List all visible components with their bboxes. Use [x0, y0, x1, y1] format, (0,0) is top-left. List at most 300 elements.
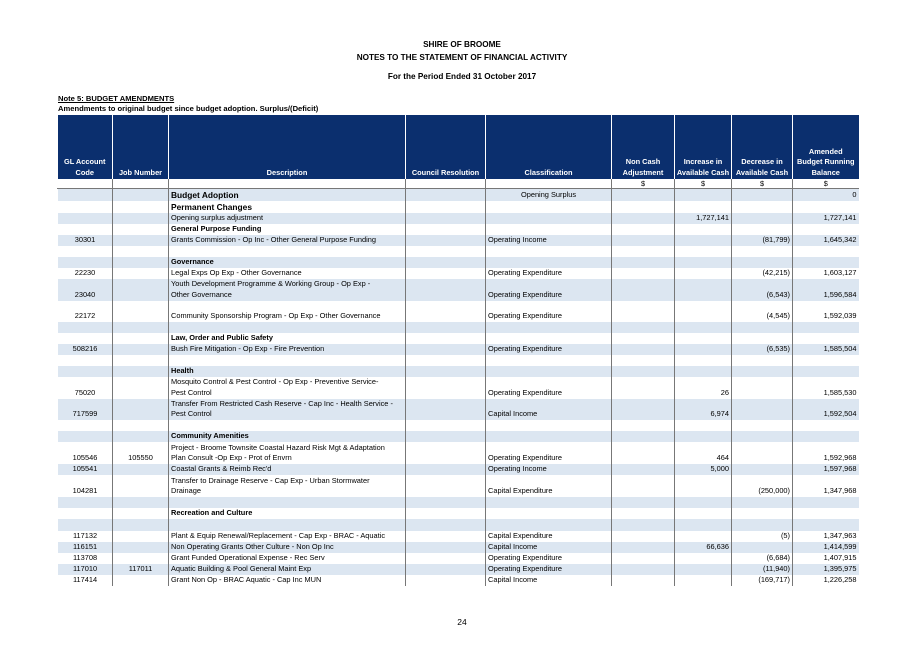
balance-cell	[793, 431, 859, 442]
increase-cell	[675, 344, 732, 355]
balance-cell: 1,347,968	[793, 475, 859, 497]
non-cash-cell	[612, 553, 675, 564]
description-cell: Legal Exps Op Exp - Other Governance	[169, 268, 406, 279]
council-resolution-cell	[406, 279, 486, 301]
table-row	[58, 564, 859, 575]
job-number-cell: 117011	[113, 564, 169, 575]
col-council-resolution: Council Resolution	[406, 115, 486, 179]
description-cell: Plant & Equip Renewal/Replacement - Cap Exp - BRAC - Aquatic	[169, 531, 406, 542]
council-resolution-cell	[406, 213, 486, 224]
increase-cell: 6,974	[675, 399, 732, 420]
table-row	[58, 508, 859, 519]
decrease-cell: (11,940)	[732, 564, 793, 575]
council-resolution-cell	[406, 531, 486, 542]
table-row	[58, 475, 859, 497]
description-cell: Bush Fire Mitigation - Op Exp - Fire Prevention	[169, 344, 406, 355]
description-cell: Youth Development Programme & Working Group - Op Exp - Other Governance	[169, 279, 406, 301]
council-resolution-cell	[406, 333, 486, 344]
decrease-cell: (6,543)	[732, 279, 793, 301]
table-row	[58, 257, 859, 268]
note-subtitle: Amendments to original budget since budget adoption. Surplus/(Deficit)	[58, 104, 319, 113]
council-resolution-cell	[406, 442, 486, 464]
gl-code-cell	[58, 431, 113, 442]
increase-cell	[675, 553, 732, 564]
gl-code-cell: 117010	[58, 564, 113, 575]
classification-cell	[486, 420, 612, 431]
decrease-cell	[732, 377, 793, 399]
council-resolution-cell	[406, 475, 486, 497]
classification-cell: Operating Expenditure	[486, 377, 612, 399]
unit-non-cash: $	[612, 179, 675, 189]
increase-cell	[675, 497, 732, 508]
increase-cell	[675, 366, 732, 377]
council-resolution-cell	[406, 189, 486, 201]
table-row	[58, 464, 859, 475]
classification-cell	[486, 366, 612, 377]
job-number-cell	[113, 431, 169, 442]
table-row	[58, 224, 859, 235]
table-row	[58, 322, 859, 333]
council-resolution-cell	[406, 564, 486, 575]
table-row	[58, 201, 859, 213]
table-row	[58, 519, 859, 531]
description-cell: Transfer to Drainage Reserve - Cap Exp - Urban Stormwater Drainage	[169, 475, 406, 497]
job-number-cell	[113, 464, 169, 475]
council-resolution-cell	[406, 508, 486, 519]
non-cash-cell	[612, 531, 675, 542]
description-cell: Grant Non Op - BRAC Aquatic - Cap Inc MUN	[169, 575, 406, 586]
job-number-cell	[113, 475, 169, 497]
classification-cell	[486, 508, 612, 519]
balance-cell: 1,407,915	[793, 553, 859, 564]
table-row	[58, 431, 859, 442]
page-number: 24	[457, 617, 467, 627]
balance-cell	[793, 508, 859, 519]
non-cash-cell	[612, 519, 675, 531]
job-number-cell	[113, 301, 169, 322]
job-number-cell	[113, 344, 169, 355]
classification-cell: Operating Expenditure	[486, 279, 612, 301]
gl-code-cell	[58, 508, 113, 519]
description-cell	[169, 497, 406, 508]
balance-cell: 1,603,127	[793, 268, 859, 279]
balance-cell: 1,395,975	[793, 564, 859, 575]
council-resolution-cell	[406, 355, 486, 366]
table-row	[58, 246, 859, 257]
report-period: For the Period Ended 31 October 2017	[387, 72, 537, 81]
council-resolution-cell	[406, 464, 486, 475]
balance-cell: 1,592,968	[793, 442, 859, 464]
council-resolution-cell	[406, 201, 486, 213]
increase-cell: 66,636	[675, 542, 732, 553]
increase-cell	[675, 322, 732, 333]
classification-cell: Operating Expenditure	[486, 442, 612, 464]
increase-cell: 1,727,141	[675, 213, 732, 224]
council-resolution-cell	[406, 542, 486, 553]
decrease-cell: (169,717)	[732, 575, 793, 586]
non-cash-cell	[612, 431, 675, 442]
col-amended: Amended Budget Running Balance	[793, 115, 859, 179]
balance-cell: 1,585,530	[793, 377, 859, 399]
decrease-cell	[732, 519, 793, 531]
increase-cell	[675, 235, 732, 246]
gl-code-cell	[58, 224, 113, 235]
description-cell: Budget Adoption	[169, 189, 406, 201]
non-cash-cell	[612, 344, 675, 355]
description-cell: Community Amenities	[169, 431, 406, 442]
gl-code-cell	[58, 497, 113, 508]
non-cash-cell	[612, 564, 675, 575]
gl-code-cell: 105546	[58, 442, 113, 464]
classification-cell	[486, 246, 612, 257]
increase-cell: 464	[675, 442, 732, 464]
gl-code-cell	[58, 420, 113, 431]
council-resolution-cell	[406, 224, 486, 235]
decrease-cell	[732, 399, 793, 420]
job-number-cell	[113, 246, 169, 257]
col-decrease: Decrease in Available Cash	[732, 115, 793, 179]
decrease-cell	[732, 497, 793, 508]
increase-cell	[675, 279, 732, 301]
balance-cell	[793, 257, 859, 268]
classification-cell: Capital Income	[486, 399, 612, 420]
balance-cell: 1,597,968	[793, 464, 859, 475]
gl-code-cell	[58, 257, 113, 268]
council-resolution-cell	[406, 235, 486, 246]
decrease-cell	[732, 366, 793, 377]
gl-code-cell: 717599	[58, 399, 113, 420]
description-cell: Mosquito Control & Pest Control - Op Exp - Preventive Service- Pest Control	[169, 377, 406, 399]
balance-cell	[793, 333, 859, 344]
table-row	[58, 553, 859, 564]
job-number-cell	[113, 553, 169, 564]
classification-cell: Capital Expenditure	[486, 531, 612, 542]
balance-cell: 0	[793, 189, 859, 201]
decrease-cell	[732, 257, 793, 268]
non-cash-cell	[612, 224, 675, 235]
job-number-cell	[113, 542, 169, 553]
decrease-cell: (81,799)	[732, 235, 793, 246]
job-number-cell	[113, 355, 169, 366]
job-number-cell	[113, 279, 169, 301]
classification-cell: Operating Income	[486, 464, 612, 475]
col-increase: Increase in Available Cash	[675, 115, 732, 179]
description-cell	[169, 420, 406, 431]
increase-cell: 5,000	[675, 464, 732, 475]
decrease-cell	[732, 420, 793, 431]
council-resolution-cell	[406, 366, 486, 377]
council-resolution-cell	[406, 322, 486, 333]
increase-cell	[675, 246, 732, 257]
balance-cell: 1,592,039	[793, 301, 859, 322]
council-resolution-cell	[406, 431, 486, 442]
increase-cell	[675, 189, 732, 201]
description-cell: Coastal Grants & Reimb Rec'd	[169, 464, 406, 475]
job-number-cell	[113, 268, 169, 279]
decrease-cell: (42,215)	[732, 268, 793, 279]
balance-cell	[793, 420, 859, 431]
non-cash-cell	[612, 246, 675, 257]
description-cell: Grants Commission - Op Inc - Other General Purpose Funding	[169, 235, 406, 246]
table-row	[58, 442, 859, 464]
job-number-cell	[113, 399, 169, 420]
classification-cell: Capital Expenditure	[486, 475, 612, 497]
classification-cell: Operating Expenditure	[486, 564, 612, 575]
gl-code-cell	[58, 246, 113, 257]
table-row	[58, 575, 859, 586]
decrease-cell: (6,535)	[732, 344, 793, 355]
balance-cell: 1,414,599	[793, 542, 859, 553]
description-cell	[169, 246, 406, 257]
balance-cell	[793, 366, 859, 377]
balance-cell	[793, 497, 859, 508]
classification-cell	[486, 431, 612, 442]
gl-code-cell: 23040	[58, 279, 113, 301]
decrease-cell	[732, 333, 793, 344]
classification-cell	[486, 213, 612, 224]
classification-cell	[486, 201, 612, 213]
table-header	[58, 115, 859, 179]
gl-code-cell	[58, 213, 113, 224]
council-resolution-cell	[406, 301, 486, 322]
description-cell: Governance	[169, 257, 406, 268]
classification-cell: Operating Expenditure	[486, 301, 612, 322]
increase-cell	[675, 268, 732, 279]
non-cash-cell	[612, 322, 675, 333]
gl-code-cell	[58, 333, 113, 344]
classification-cell: Capital Income	[486, 575, 612, 586]
table-row	[58, 377, 859, 399]
increase-cell	[675, 519, 732, 531]
description-cell	[169, 519, 406, 531]
council-resolution-cell	[406, 246, 486, 257]
decrease-cell	[732, 322, 793, 333]
job-number-cell: 105550	[113, 442, 169, 464]
table-row	[58, 497, 859, 508]
gl-code-cell: 117414	[58, 575, 113, 586]
council-resolution-cell	[406, 497, 486, 508]
table-row	[58, 279, 859, 301]
increase-cell	[675, 224, 732, 235]
classification-cell	[486, 355, 612, 366]
col-description: Description	[169, 115, 406, 179]
gl-code-cell	[58, 201, 113, 213]
non-cash-cell	[612, 201, 675, 213]
job-number-cell	[113, 333, 169, 344]
table-row	[58, 531, 859, 542]
gl-code-cell: 508216	[58, 344, 113, 355]
gl-code-cell: 104281	[58, 475, 113, 497]
description-cell: Transfer From Restricted Cash Reserve - Cap Inc - Health Service - Pest Control	[169, 399, 406, 420]
job-number-cell	[113, 508, 169, 519]
non-cash-cell	[612, 189, 675, 201]
gl-code-cell	[58, 519, 113, 531]
non-cash-cell	[612, 475, 675, 497]
balance-cell	[793, 355, 859, 366]
table-row	[58, 399, 859, 420]
increase-cell	[675, 333, 732, 344]
job-number-cell	[113, 224, 169, 235]
job-number-cell	[113, 531, 169, 542]
unit-amended: $	[793, 179, 859, 189]
description-cell: Law, Order and Public Safety	[169, 333, 406, 344]
increase-cell	[675, 420, 732, 431]
increase-cell	[675, 301, 732, 322]
council-resolution-cell	[406, 344, 486, 355]
description-cell: Project - Broome Townsite Coastal Hazard Risk Mgt & Adaptation Plan Consult -Op Exp - Prot of Envrn	[169, 442, 406, 464]
balance-cell: 1,585,504	[793, 344, 859, 355]
balance-cell	[793, 519, 859, 531]
table-row	[58, 301, 859, 322]
balance-cell: 1,727,141	[793, 213, 859, 224]
col-classification: Classification	[486, 115, 612, 179]
description-cell	[169, 322, 406, 333]
non-cash-cell	[612, 420, 675, 431]
balance-cell: 1,645,342	[793, 235, 859, 246]
council-resolution-cell	[406, 519, 486, 531]
budget-amendments-table	[57, 115, 859, 586]
classification-cell	[486, 224, 612, 235]
non-cash-cell	[612, 497, 675, 508]
balance-cell	[793, 224, 859, 235]
note-title: Note 5: BUDGET AMENDMENTS	[58, 94, 175, 103]
gl-code-cell: 75020	[58, 377, 113, 399]
units-row	[58, 179, 859, 189]
decrease-cell	[732, 246, 793, 257]
gl-code-cell: 30301	[58, 235, 113, 246]
non-cash-cell	[612, 464, 675, 475]
decrease-cell	[732, 213, 793, 224]
description-cell: Aquatic Building & Pool General Maint Exp	[169, 564, 406, 575]
job-number-cell	[113, 366, 169, 377]
decrease-cell	[732, 355, 793, 366]
decrease-cell: (5)	[732, 531, 793, 542]
classification-cell: Capital Income	[486, 542, 612, 553]
council-resolution-cell	[406, 420, 486, 431]
decrease-cell	[732, 431, 793, 442]
gl-code-cell: 117132	[58, 531, 113, 542]
decrease-cell	[732, 224, 793, 235]
table-row	[58, 189, 859, 201]
council-resolution-cell	[406, 257, 486, 268]
job-number-cell	[113, 377, 169, 399]
non-cash-cell	[612, 442, 675, 464]
non-cash-cell	[612, 508, 675, 519]
job-number-cell	[113, 235, 169, 246]
gl-code-cell: 22230	[58, 268, 113, 279]
council-resolution-cell	[406, 575, 486, 586]
job-number-cell	[113, 322, 169, 333]
table-row	[58, 366, 859, 377]
non-cash-cell	[612, 235, 675, 246]
non-cash-cell	[612, 333, 675, 344]
gl-code-cell: 113708	[58, 553, 113, 564]
classification-cell: Operating Expenditure	[486, 268, 612, 279]
col-non-cash: Non Cash Adjustment	[612, 115, 675, 179]
increase-cell	[675, 531, 732, 542]
table-row	[58, 235, 859, 246]
gl-code-cell	[58, 189, 113, 201]
org-name: SHIRE OF BROOME	[423, 40, 501, 49]
non-cash-cell	[612, 366, 675, 377]
job-number-cell	[113, 519, 169, 531]
description-cell: Grant Funded Operational Expense - Rec Serv	[169, 553, 406, 564]
unit-decrease: $	[732, 179, 793, 189]
balance-cell: 1,596,584	[793, 279, 859, 301]
table-row	[58, 213, 859, 224]
job-number-cell	[113, 575, 169, 586]
increase-cell	[675, 508, 732, 519]
gl-code-cell: 116151	[58, 542, 113, 553]
table-row	[58, 420, 859, 431]
decrease-cell	[732, 201, 793, 213]
col-job-number: Job Number	[113, 115, 169, 179]
description-cell: General Purpose Funding	[169, 224, 406, 235]
balance-cell: 1,226,258	[793, 575, 859, 586]
decrease-cell: (6,684)	[732, 553, 793, 564]
decrease-cell	[732, 542, 793, 553]
council-resolution-cell	[406, 553, 486, 564]
decrease-cell	[732, 442, 793, 464]
job-number-cell	[113, 257, 169, 268]
classification-cell	[486, 497, 612, 508]
description-cell: Non Operating Grants Other Culture - Non Op Inc	[169, 542, 406, 553]
col-gl-account: GL Account Code	[58, 115, 113, 179]
council-resolution-cell	[406, 268, 486, 279]
classification-cell	[486, 333, 612, 344]
council-resolution-cell	[406, 399, 486, 420]
job-number-cell	[113, 420, 169, 431]
classification-cell: Operating Income	[486, 235, 612, 246]
balance-cell	[793, 322, 859, 333]
non-cash-cell	[612, 268, 675, 279]
non-cash-cell	[612, 355, 675, 366]
increase-cell	[675, 257, 732, 268]
report-title: NOTES TO THE STATEMENT OF FINANCIAL ACTIVITY	[356, 53, 568, 62]
gl-code-cell: 105541	[58, 464, 113, 475]
table-row	[58, 268, 859, 279]
balance-cell	[793, 201, 859, 213]
job-number-cell	[113, 213, 169, 224]
decrease-cell: (4,545)	[732, 301, 793, 322]
decrease-cell	[732, 464, 793, 475]
description-cell: Opening surplus adjustment	[169, 213, 406, 224]
description-cell: Community Sponsorship Program - Op Exp - Other Governance	[169, 301, 406, 322]
non-cash-cell	[612, 301, 675, 322]
classification-cell: Opening Surplus	[486, 189, 612, 201]
increase-cell	[675, 355, 732, 366]
description-cell: Recreation and Culture	[169, 508, 406, 519]
classification-cell	[486, 519, 612, 531]
description-cell: Permanent Changes	[169, 201, 406, 213]
table-row	[58, 542, 859, 553]
balance-cell: 1,347,963	[793, 531, 859, 542]
increase-cell	[675, 564, 732, 575]
balance-cell	[793, 246, 859, 257]
description-cell: Health	[169, 366, 406, 377]
non-cash-cell	[612, 377, 675, 399]
job-number-cell	[113, 201, 169, 213]
classification-cell	[486, 257, 612, 268]
increase-cell	[675, 475, 732, 497]
increase-cell: 26	[675, 377, 732, 399]
balance-cell: 1,592,504	[793, 399, 859, 420]
increase-cell	[675, 575, 732, 586]
description-cell	[169, 355, 406, 366]
table-row	[58, 333, 859, 344]
non-cash-cell	[612, 399, 675, 420]
gl-code-cell	[58, 322, 113, 333]
